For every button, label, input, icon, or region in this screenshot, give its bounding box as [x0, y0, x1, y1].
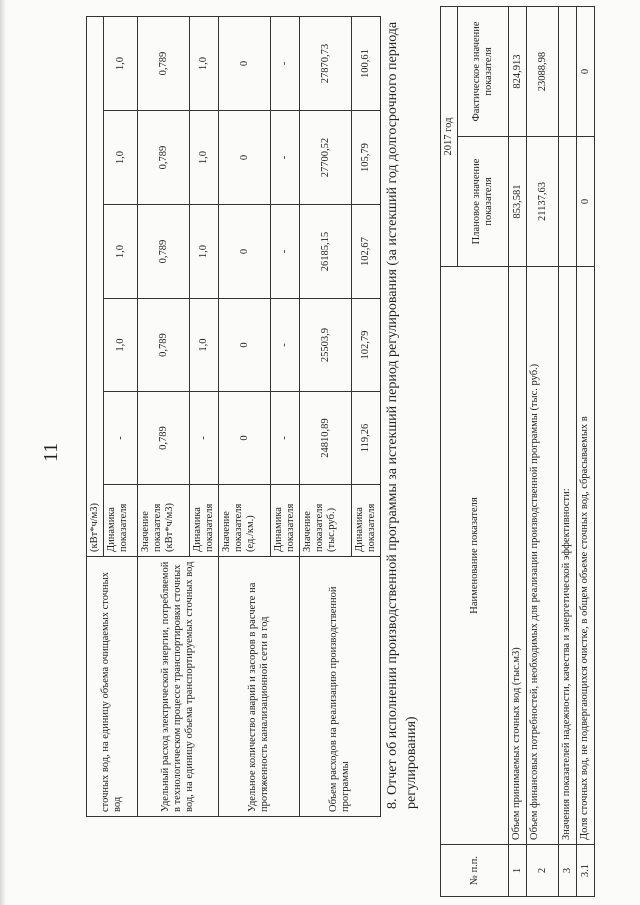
indicator-value: -: [271, 392, 300, 485]
report-cell-fact: 824,913: [509, 7, 527, 137]
col-year-header: 2017 год: [441, 7, 458, 267]
indicator-row: [138, 17, 190, 817]
indicator-sub-label: Динамика показателя: [352, 485, 381, 557]
indicator-value: 102,67: [352, 205, 381, 299]
col-fact-header: Фактическое значение показателя: [458, 7, 509, 137]
indicator-value: 105,79: [352, 111, 381, 205]
indicator-row: [219, 17, 271, 817]
indicator-value: 100,61: [352, 17, 381, 111]
indicator-value: -: [104, 392, 138, 485]
col-name-header: Наименование показателя: [441, 267, 509, 845]
indicator-name: Удельное количество аварий и засоров в расчете на протяженность канализационной сети в год: [219, 557, 300, 817]
indicator-value: 25503,9: [300, 299, 352, 392]
report-cell-num: 2: [527, 845, 559, 897]
indicator-value: 1,0: [104, 299, 138, 392]
indicator-value: 1,0: [190, 299, 219, 392]
indicator-value: 1,0: [104, 205, 138, 299]
report-row: [527, 7, 559, 897]
indicator-value: 0,789: [138, 392, 190, 485]
indicator-sub-label: Динамика показателя: [271, 485, 300, 557]
indicator-unit-row: [87, 17, 104, 817]
indicator-value: 24810,89: [300, 392, 352, 485]
col-num-header: № п.п.: [441, 845, 509, 897]
indicator-value: 102,79: [352, 299, 381, 392]
indicator-value: 27700,52: [300, 111, 352, 205]
indicator-value: 0: [219, 205, 271, 299]
indicator-value: 0: [219, 17, 271, 111]
report-cell-name: Объем принимаемых сточных вод (тыс.м3): [509, 267, 527, 845]
indicator-value: 119,26: [352, 392, 381, 485]
report-cell-name: Объем финансовых потребностей, необходимых для реализации производственной программы (тыс. руб.): [527, 267, 559, 845]
indicator-value: -: [271, 299, 300, 392]
indicator-value: 1,0: [190, 205, 219, 299]
report-row: [509, 7, 527, 897]
section-8-heading: 8. Отчет об исполнении производственной программы за истекший период регулирования (за истекший год долгосрочного периода регулирования): [385, 21, 419, 809]
report-table: [440, 6, 595, 897]
report-cell-num: 3.1: [577, 845, 595, 897]
report-cell-fact: 0: [577, 7, 595, 137]
indicator-name: Объем расходов на реализацию производственной программы: [300, 557, 381, 817]
indicator-value: 27870,73: [300, 17, 352, 111]
report-cell-num: 1: [509, 845, 527, 897]
report-cell-plan: 21137,63: [527, 137, 559, 267]
indicator-value: 1,0: [104, 111, 138, 205]
report-row: [559, 7, 577, 897]
indicator-value: 0: [219, 299, 271, 392]
indicator-value: 0,789: [138, 17, 190, 111]
report-cell-name: Доля сточных вод, не подвергающихся очистке, в общем объеме сточных вод, сбрасываемых в: [577, 267, 595, 845]
indicator-value: -: [190, 392, 219, 485]
indicator-sub-label: Значение показателя (тыс.руб.): [300, 485, 352, 557]
col-plan-header: Плановое значение показателя: [458, 137, 509, 267]
report-cell-plan: 853,581: [509, 137, 527, 267]
indicator-row: [300, 17, 352, 817]
report-cell-plan: [559, 137, 577, 267]
indicator-sub-label: Динамика показателя: [104, 485, 138, 557]
page-number: 11: [40, 442, 62, 462]
report-cell-name: Значения показателей надежности, качества и энергетической эффективности:: [559, 267, 577, 845]
indicator-value: 0,789: [138, 299, 190, 392]
indicator-sub-label: Динамика показателя: [190, 485, 219, 557]
report-cell-fact: [559, 7, 577, 137]
indicator-sub-label: Значение показателя (кВт*ч/м3): [138, 485, 190, 557]
indicator-value: 0,789: [138, 111, 190, 205]
indicator-name: сточных вод, на единицу объема очищаемых сточных вод: [87, 557, 138, 817]
indicator-value: 1,0: [190, 17, 219, 111]
indicator-value: -: [271, 205, 300, 299]
indicator-value: -: [271, 17, 300, 111]
report-header-row: [441, 7, 458, 897]
indicator-value: 0,789: [138, 205, 190, 299]
report-row: [577, 7, 595, 897]
indicator-value: 0: [219, 392, 271, 485]
indicators-table: [86, 16, 381, 817]
indicator-sub-label: Значение показателя (ед./км.): [219, 485, 271, 557]
indicator-value: 0: [219, 111, 271, 205]
report-cell-num: 3: [559, 845, 577, 897]
indicator-value: 1,0: [190, 111, 219, 205]
indicator-value: 1,0: [104, 17, 138, 111]
indicator-value: -: [271, 111, 300, 205]
report-cell-plan: 0: [577, 137, 595, 267]
indicator-unit: (кВт*ч/м3): [87, 17, 104, 557]
indicator-name: Удельный расход электрической энергии, потребляемой в технологическом процессе транспортировки сточных вод, на единицу объема транспортируемых сточных вод: [138, 557, 219, 817]
indicator-value: 26185,15: [300, 205, 352, 299]
report-cell-fact: 23088,98: [527, 7, 559, 137]
